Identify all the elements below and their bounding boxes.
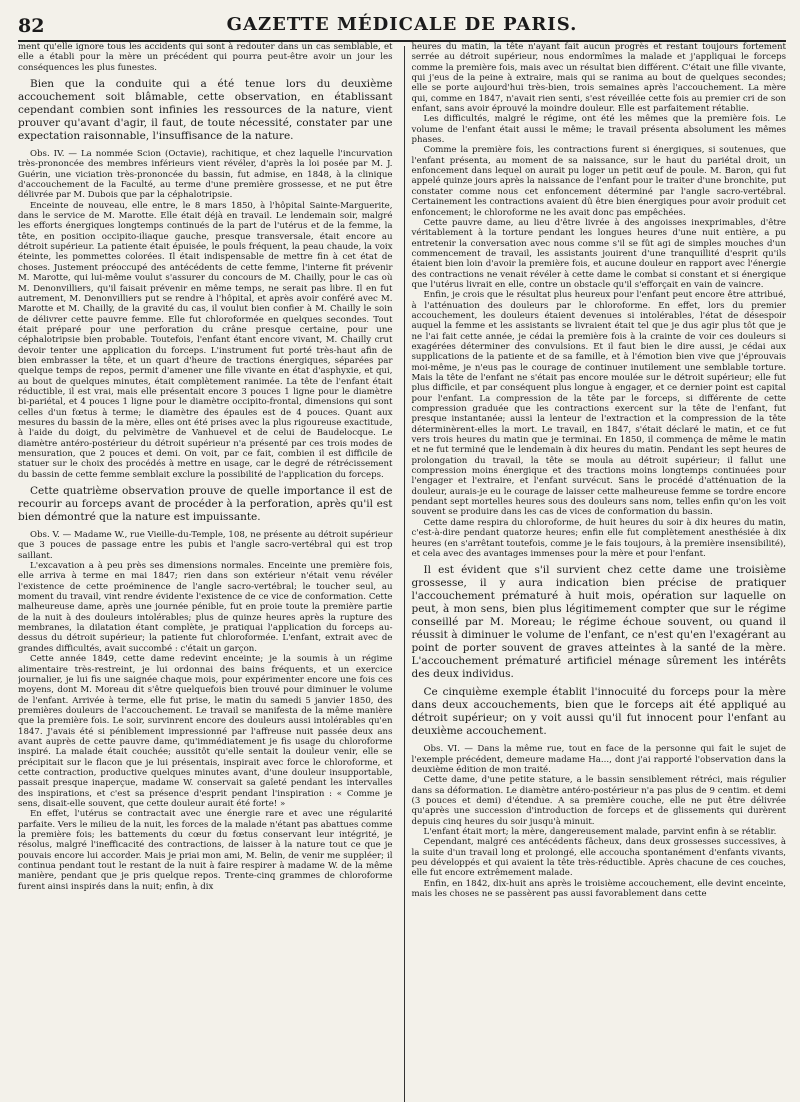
article-paragraph: Cette quatrième observation prouve de quelle importance il est de recourir au forceps avant de procéder à la perforation, après qu'il est bien démontré que la nature est impuissante.: [18, 485, 393, 524]
observation-heading-paragraph: Obs. IV. — La nommée Scion (Octavie), rachitique, et chez laquelle l'incurvation très-prononcée des membres inférieurs vient révéler, d'après la loi posée par M. J. Guérin, une viciation très-prononcée du bassin, fut admise, en 1848, à la clinique d'accouchement de la Faculté, au terme d'une première grossesse, et ne put être délivrée par M. Dubois que par la céphalotripsie.: [18, 149, 393, 201]
article-paragraph: Comme la première fois, les contractions furent si énergiques, si soutenues, que l'enfant présenta, au moment de sa naissance, sur le haut du pariétal droit, un enfoncement dans lequel on aurait pu loger un petit œuf de poule. M. Baron, qui fut appelé quinze jours après la naissance de l'enfant pour le traiter d'une bronchite, put constater comme nous cet enfoncement déterminé par l'angle sacro-vertébral. Certainement les contractions avaient dû être bien énergiques pour avoir produit cet enfoncement; le chloroforme ne les avait donc pas empêchées.: [411, 145, 786, 218]
article-paragraph: Ce cinquième exemple établit l'innocuité du forceps pour la mère dans deux accouchements, bien que le forceps ait été appliqué au détroit supérieur; on y voit aussi qu'il fut innocent pour l'enfant au deuxième accouchement.: [411, 686, 786, 738]
article-paragraph: Cette pauvre dame, au lieu d'être livrée à des angoisses inexprimables, d'être véritablement à la torture pendant les longues heures d'une nuit entière, a pu entretenir la conversation avec nous comme s'il se fût agi de simples mouches d'un commencement de travail, les assistants jouirent d'une tranquillité d'esprit qu'ils étaient bien loin d'avoir la première fois, et aucune douleur en rapport avec l'énergie des contractions ne venait révéler à cette dame le combat si constant et si énergique que l'utérus livrait en elle, contre un obstacle qu'il s'efforçait en vain de vaincre.: [411, 217, 786, 290]
column-divider: [404, 46, 405, 1102]
article-paragraph: L'excavation a à peu près ses dimensions normales. Enceinte une première fois, elle arriva à terme en mai 1847; rien dans son extérieur n'était venu révéler l'existence de cette proéminence de l'angle sacro-vertébral; le toucher seul, au moment du travail, vint rendre évidente l'existence de ce vice de conformation. Cette malheureuse dame, après une journée pénible, fut en proie toute la première partie de la nuit à des douleurs intolérables; plus de quinze heures après la rupture des membranes, la dilatation étant complète, je pratiquai l'application du forceps au-dessus du détroit supérieur; la patiente fut chloroformée. L'enfant, extrait avec de grandes difficultés, avait succombé : c'était un garçon.: [18, 561, 393, 654]
article-paragraph: Cette dame respira du chloroforme, de huit heures du soir à dix heures du matin, c'est-à-dire pendant quatorze heures; enfin elle fut complètement anesthésiée à dix heures (en s'arrêtant toutefois, comme je le fais toujours, à la première insensibilité), et cela avec des avantages immenses pour la mère et pour l'enfant.: [411, 517, 786, 559]
article-paragraph: Enfin, en 1842, dix-huit ans après le troisième accouchement, elle devint enceinte, mais les choses ne se passèrent pas aussi favorablement dans cette: [411, 878, 786, 899]
article-paragraph: Enfin, je crois que le résultat plus heureux pour l'enfant peut encore être attribué, à l'atténuation des douleurs par le chloroforme. En effet, lors du premier accouchement, les douleurs étaient devenues si intolérables, l'état de désespoir auquel la femme et les assistants se livraient était tel que je dus agir plus tôt que je ne l'ai fait cette année, je cédai la première fois à la crainte de voir ces douleurs si exagérées déterminer des convulsions. Et il faut bien le dire aussi, je cédai aux supplications de la patiente et de sa famille, et à l'émotion bien vive que j'éprouvais moi-même, je n'eus pas le courage de continuer inutilement une semblable torture. Mais la tête de l'enfant ne s'était pas encore moulée sur le détroit supérieur; elle fut plus difficile, et par conséquent plus longue à engager, et ce dernier point est capital pour l'enfant. La compression de la tête par le forceps, si différente de cette compression graduée que les contractions exercent sur la tête de l'enfant, fut presque instantanée; aussi la lenteur de l'extraction et la compression de la tête déterminèrent-elles la mort. Le travail, en 1847, s'était déclaré le matin, et ce fut vers trois heures du matin que je terminai. En 1850, il commença de même le matin et ne fut terminé que le lendemain à dix heures du matin. Pendant les sept heures de prolongation du travail, la tête se moula au détroit supérieur; il fallut une compression moins énergique et des tractions moins longtemps continuées pour l'engager et l'extraire, et l'enfant survécut. Sans le procédé d'atténuation de la douleur, aurais-je eu le courage de laisser cette malheureuse femme se tordre encore pendant sept mortelles heures sous des douleurs sans nom, telles enfin qu'on les voit souvent se produire dans les cas de vices de conformation du bassin.: [411, 290, 786, 518]
article-paragraph: Enceinte de nouveau, elle entre, le 8 mars 1850, à l'hôpital Sainte-Marguerite, dans le service de M. Marotte. Elle était déjà en travail. Le lendemain soir, malgré les efforts énergiques longtemps continués de la part de l'utérus et de la femme, la tête, en position occipito-iliaque gauche, presque transversale, était encore au détroit supérieur. La patiente était épuisée, le pouls fréquent, la peau chaude, la voix éteinte, les pommettes colorées. Il était indispensable de mettre fin à cet état de choses. Justement préoccupé des antécédents de cette femme, l'interne fit prévenir M. Marotte, qui lui-même voulut s'assurer du concours de M. Chailly, pour le cas où M. Denonvilliers, qu'il faisait prévenir en même temps, ne serait pas libre. Il en fut autrement, M. Denonvilliers put se rendre à l'hôpital, et après avoir conféré avec M. Marotte et M. Chailly, de la gravité du cas, il voulut bien confier à M. Chailly le soin de délivrer cette pauvre femme. Elle fut chloroformée en quelques secondes. Tout était préparé pour une perforation du crâne presque certaine, pour une céphalotripsie bien probable. Toutefois, l'enfant étant encore vivant, M. Chailly crut devoir tenter une application du forceps. L'instrument fut porté très-haut afin de bien embrasser la tête, et un quart d'heure de tractions énergiques, séparées par quelque temps de repos, permit d'amener une fille vivante en état d'asphyxie, et qui, au bout de quelques minutes, était complètement ranimée. La tête de l'enfant était réductible, il est vrai, mais elle présentait encore 3 pouces 1 ligne pour le diamètre bi-pariétal, et 4 pouces 1 ligne pour le diamètre occipito-frontal, dimensions qui sont celles d'un fœtus à terme; le diamètre des épaules est de 4 pouces. Quant aux mesures du bassin de la mère, elles ont été prises avec la plus rigoureuse exactitude, à l'aide du doigt, du pelvimètre de Vanhuevel et de celui de Baudelocque. Le diamètre antéro-postérieur du détroit supérieur n'a présenté par ces trois modes de mensuration, que 2 pouces et demi. On voit, par ce fait, combien il est difficile de statuer sur le choix des procédés à mettre en usage, car le degré de rétrécissement du bassin de cette femme semblait exclure la possibilité de l'application du forceps.: [18, 200, 393, 480]
right-column: [410, 42, 787, 1102]
page-number: 82: [18, 15, 45, 37]
left-column: [18, 42, 399, 1102]
observation-heading-paragraph: Obs. V. — Madame W., rue Vieille-du-Temple, 108, ne présente au détroit supérieur que 3 pouces de passage entre les pubis et l'angle sacro-vertébral qui est trop saillant.: [18, 530, 393, 561]
article-paragraph: Les difficultés, malgré le régime, ont été les mêmes que la première fois. Le volume de l'enfant était aussi le même; le travail présenta absolument les mêmes phases.: [411, 114, 786, 146]
article-paragraph: L'enfant était mort; la mère, dangereusement malade, parvint enfin à se rétablir.: [423, 826, 777, 837]
page-header: [18, 10, 786, 42]
article-paragraph: Il est évident que s'il survient chez cette dame une troisième grossesse, il y aura indication bien précise de pratiquer l'accouchement prématuré à huit mois, opération sur laquelle on peut, à mon sens, bien plus légitimement compter que sur le régime conseillé par M. Moreau; le régime échoue souvent, ou quand il réussit à diminuer le volume de l'enfant, ce n'est qu'en l'exagérant au point de porter souvent de graves atteintes à la santé de la mère. L'accouchement prématuré artificiel ménage sûrement les intérêts des deux individus.: [411, 564, 786, 681]
article-paragraph: Cependant, malgré ces antécédents fâcheux, dans deux grossesses successives, à la suite d'un travail long et prolongé, elle accoucha spontanément d'enfants vivants, peu développés et qui avaient la tête très-réductible. Après chacune de ces couches, elle fut encore extrêmement malade.: [411, 837, 786, 879]
article-paragraph: Bien que la conduite qui a été tenue lors du deuxième accouchement soit blâmable, cette observation, en établissant cependant combien sont infinies les ressources de la nature, vient prouver qu'avant d'agir, il faut, de toute nécessité, constater par une expectation raisonnable, l'insuffisance de la nature.: [18, 78, 393, 143]
observation-heading-paragraph: Obs. VI. — Dans la même rue, tout en face de la personne qui fait le sujet de l'exemple précédent, demeure madame Ha..., dont j'ai rapporté l'observation dans la deuxième édition de mon traité.: [411, 744, 786, 775]
article-paragraph: ment qu'elle ignore tous les accidents qui sont à redouter dans un cas semblable, et elle a établi pour la mère un précédent qui pourra peut-être avoir un jour les conséquences les plus funestes.: [18, 42, 393, 73]
article-paragraph: Cette année 1849, cette dame redevint enceinte; je la soumis à un régime alimentaire très-restreint, je lui ordonnai des bains fréquents, et un exercice journalier, je lui fis une saignée chaque mois, pour expérimenter encore une fois ces moyens, dont M. Moreau dit s'être quelquefois bien trouvé pour diminuer le volume de l'enfant. Arrivée à terme, elle fut prise, le matin du samedi 5 janvier 1850, des premières douleurs de l'accouchement. Le travail se manifesta de la même manière que la première fois. Le soir, survinrent encore des douleurs aussi intolérables qu'en 1847. J'avais été si péniblement impressionné par l'affreuse nuit passée deux ans avant auprès de cette pauvre dame, qu'immédiatement je fis usage du chloroforme inspiré. La malade était couchée; aussitôt qu'elle sentait la douleur venir, elle se précipitait sur le flacon que je lui présentais, inspirait avec force le chloroforme, et cette contraction, productive quelques minutes avant, d'une douleur insupportable, passait presque inaperçue, madame W. conservait sa gaîeté pendant les intervalles des inspirations, et c'est sa présence d'esprit pendant l'inspiration : « Comme je sens, disait-elle souvent, que cette douleur aurait été forte! »: [18, 654, 393, 809]
journal-title: GAZETTE MÉDICALE DE PARIS.: [226, 14, 578, 35]
article-paragraph: En effet, l'utérus se contractait avec une énergie rare et avec une régularité parfaite. Vers le milieu de la nuit, les forces de la malade n'étant pas abattues comme la première fois; les battements du cœur du fœtus conservant leur intégrité, je résolus, malgré l'inefficacité des contractions, de laisser à la nature tout ce que je pouvais encore lui accorder. Mais je priai mon ami, M. Belin, de venir me suppléer; il continua pendant tout le restant de la nuit à faire respirer à madame W. de la même manière, pendant que je pris quelque repos. Trente-cinq grammes de chloroforme furent ainsi inspirés dans la nuit; enfin, à dix: [18, 809, 393, 892]
article-paragraph: heures du matin, la tête n'ayant fait aucun progrès et restant toujours fortement serrée au détroit supérieur, nous endormîmes la malade et j'appliquai le forceps comme la première fois, mais avec un résultat bien différent. C'était une fille vivante, qui j'eus de la peine à extraire, mais qui se ranima au bout de quelques secondes; elle se porte aujourd'hui très-bien, trois semaines après l'accouchement. La mère qui, comme en 1847, n'avait rien senti, s'est réveillée cette fois au premier cri de son enfant, sans avoir éprouvé la moindre douleur. Elle est parfaitement rétablie.: [411, 42, 786, 115]
article-paragraph: Cette dame, d'une petite stature, a le bassin sensiblement rétréci, mais régulier dans sa déformation. Le diamètre antéro-postérieur n'a pas plus de 9 centim. et demi (3 pouces et demi) d'étendue. A sa première couche, elle ne put être délivrée qu'après une succession d'introduction de forceps et de glissements qui durèrent depuis cinq heures du soir jusqu'à minuit.: [411, 775, 786, 827]
text-columns: [18, 42, 786, 1102]
